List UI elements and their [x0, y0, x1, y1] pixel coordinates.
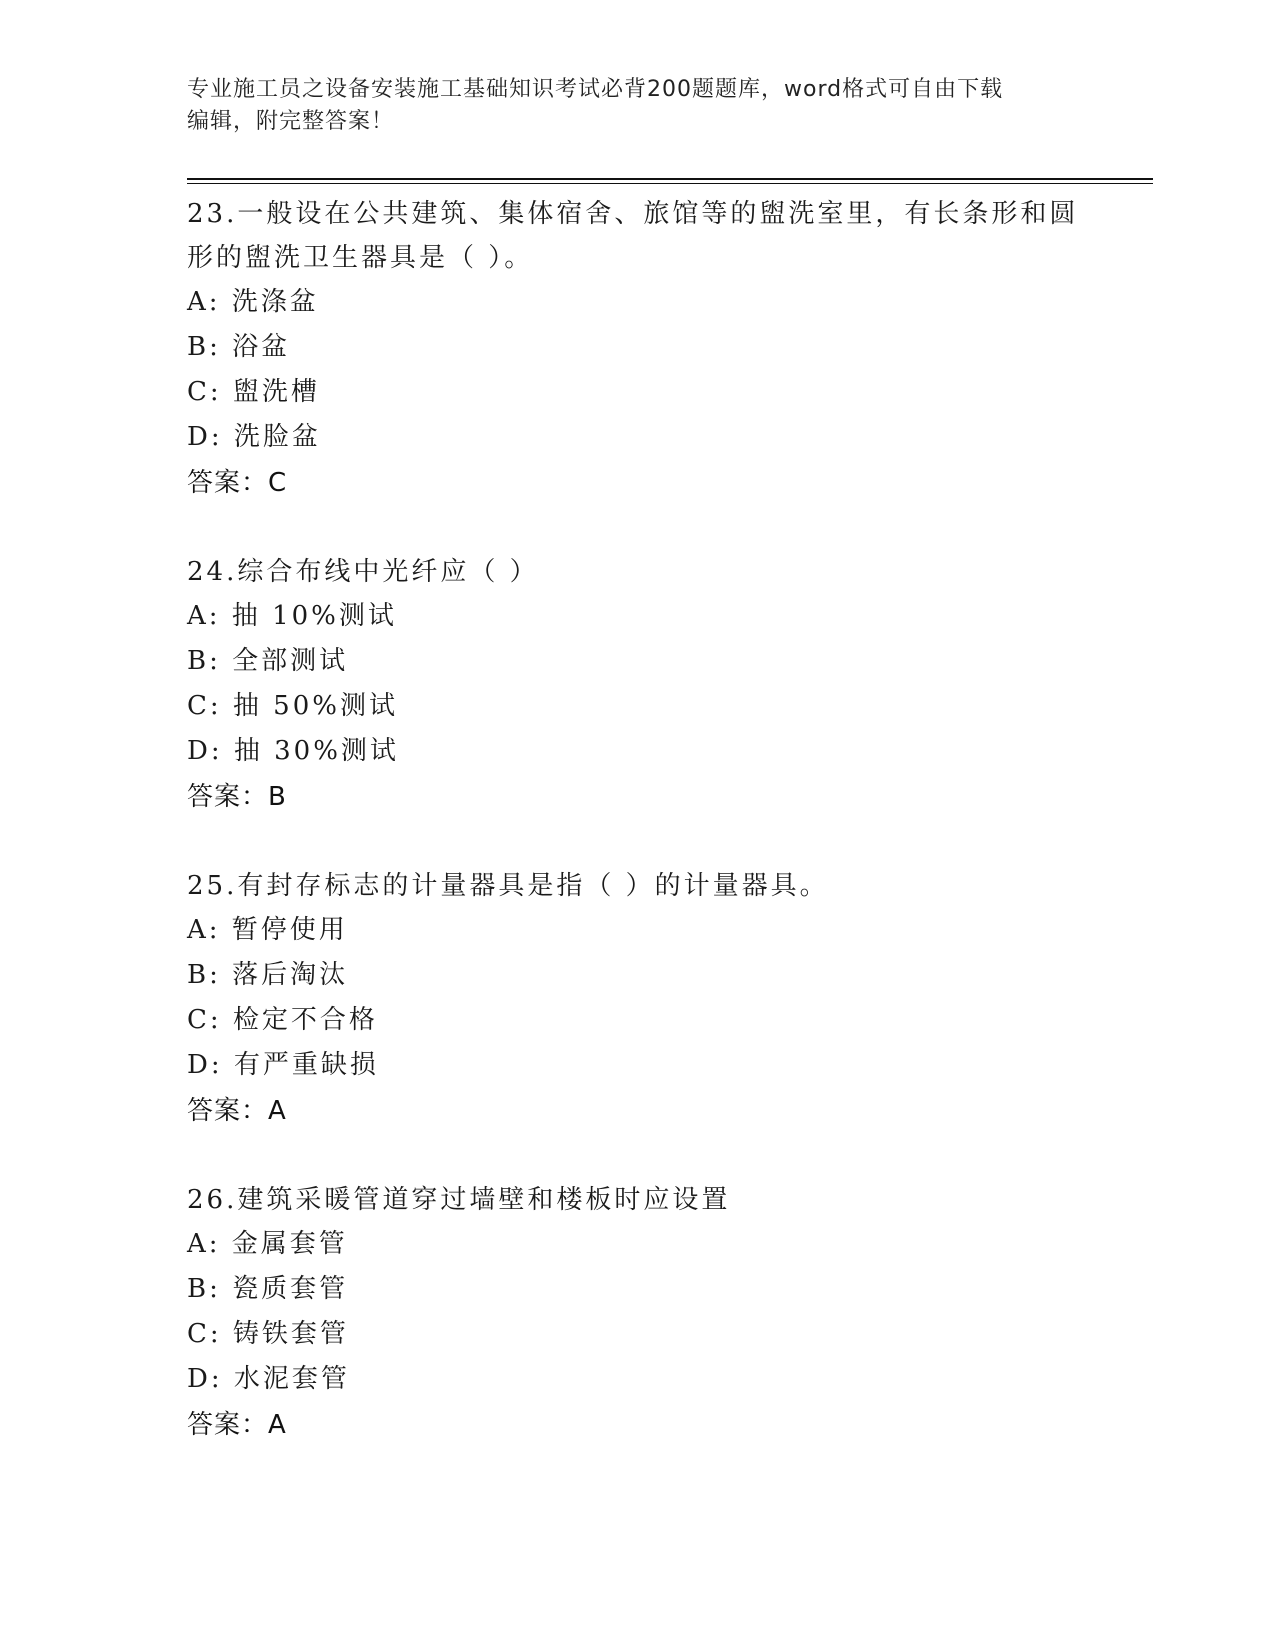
option-a: A: 抽 10%测试 — [187, 601, 397, 631]
option-b: B: 瓷质套管 — [187, 1274, 349, 1304]
question-stem: 24.综合布线中光纤应（ ） — [187, 557, 539, 587]
option-d: D: 有严重缺损 — [187, 1050, 379, 1080]
option-c: C: 铸铁套管 — [187, 1319, 349, 1349]
option-a: A: 暂停使用 — [187, 915, 348, 945]
answer: 答案：C — [187, 468, 288, 498]
header-divider-thick — [187, 178, 1153, 180]
intro-line-1: 专业施工员之设备安装施工基础知识考试必背200题题库，word格式可自由下载 — [187, 77, 1004, 102]
question-list — [187, 192, 1087, 1492]
answer: 答案：B — [187, 782, 287, 812]
question-stem-line-2: 形的盥洗卫生器具是（ ）。 — [187, 243, 534, 273]
header-divider-thin — [187, 183, 1153, 184]
option-b: B: 浴盆 — [187, 332, 291, 362]
option-d: D: 抽 30%测试 — [187, 736, 399, 766]
option-d: D: 洗脸盆 — [187, 422, 321, 452]
answer: 答案：A — [187, 1410, 287, 1440]
option-c: C: 抽 50%测试 — [187, 691, 398, 721]
question-23 — [187, 192, 1087, 506]
option-c: C: 盥洗槽 — [187, 377, 320, 407]
question-stem: 26.建筑采暖管道穿过墙壁和楼板时应设置 — [187, 1185, 731, 1215]
option-d: D: 水泥套管 — [187, 1364, 350, 1394]
question-stem — [187, 192, 1087, 280]
option-b: B: 落后淘汰 — [187, 960, 349, 990]
option-c: C: 检定不合格 — [187, 1005, 378, 1035]
question-stem: 25.有封存标志的计量器具是指（ ）的计量器具。 — [187, 871, 829, 901]
answer: 答案：A — [187, 1096, 287, 1126]
question-24 — [187, 550, 1087, 820]
question-26 — [187, 1178, 1087, 1448]
question-25 — [187, 864, 1087, 1134]
document-intro — [187, 74, 1067, 138]
option-b: B: 全部测试 — [187, 646, 349, 676]
intro-line-2: 编辑，附完整答案！ — [187, 109, 395, 134]
question-stem-line-1: 23.一般设在公共建筑、集体宿舍、旅馆等的盥洗室里，有长条形和圆 — [187, 199, 1079, 229]
option-a: A: 金属套管 — [187, 1229, 348, 1259]
option-a: A: 洗涤盆 — [187, 287, 319, 317]
